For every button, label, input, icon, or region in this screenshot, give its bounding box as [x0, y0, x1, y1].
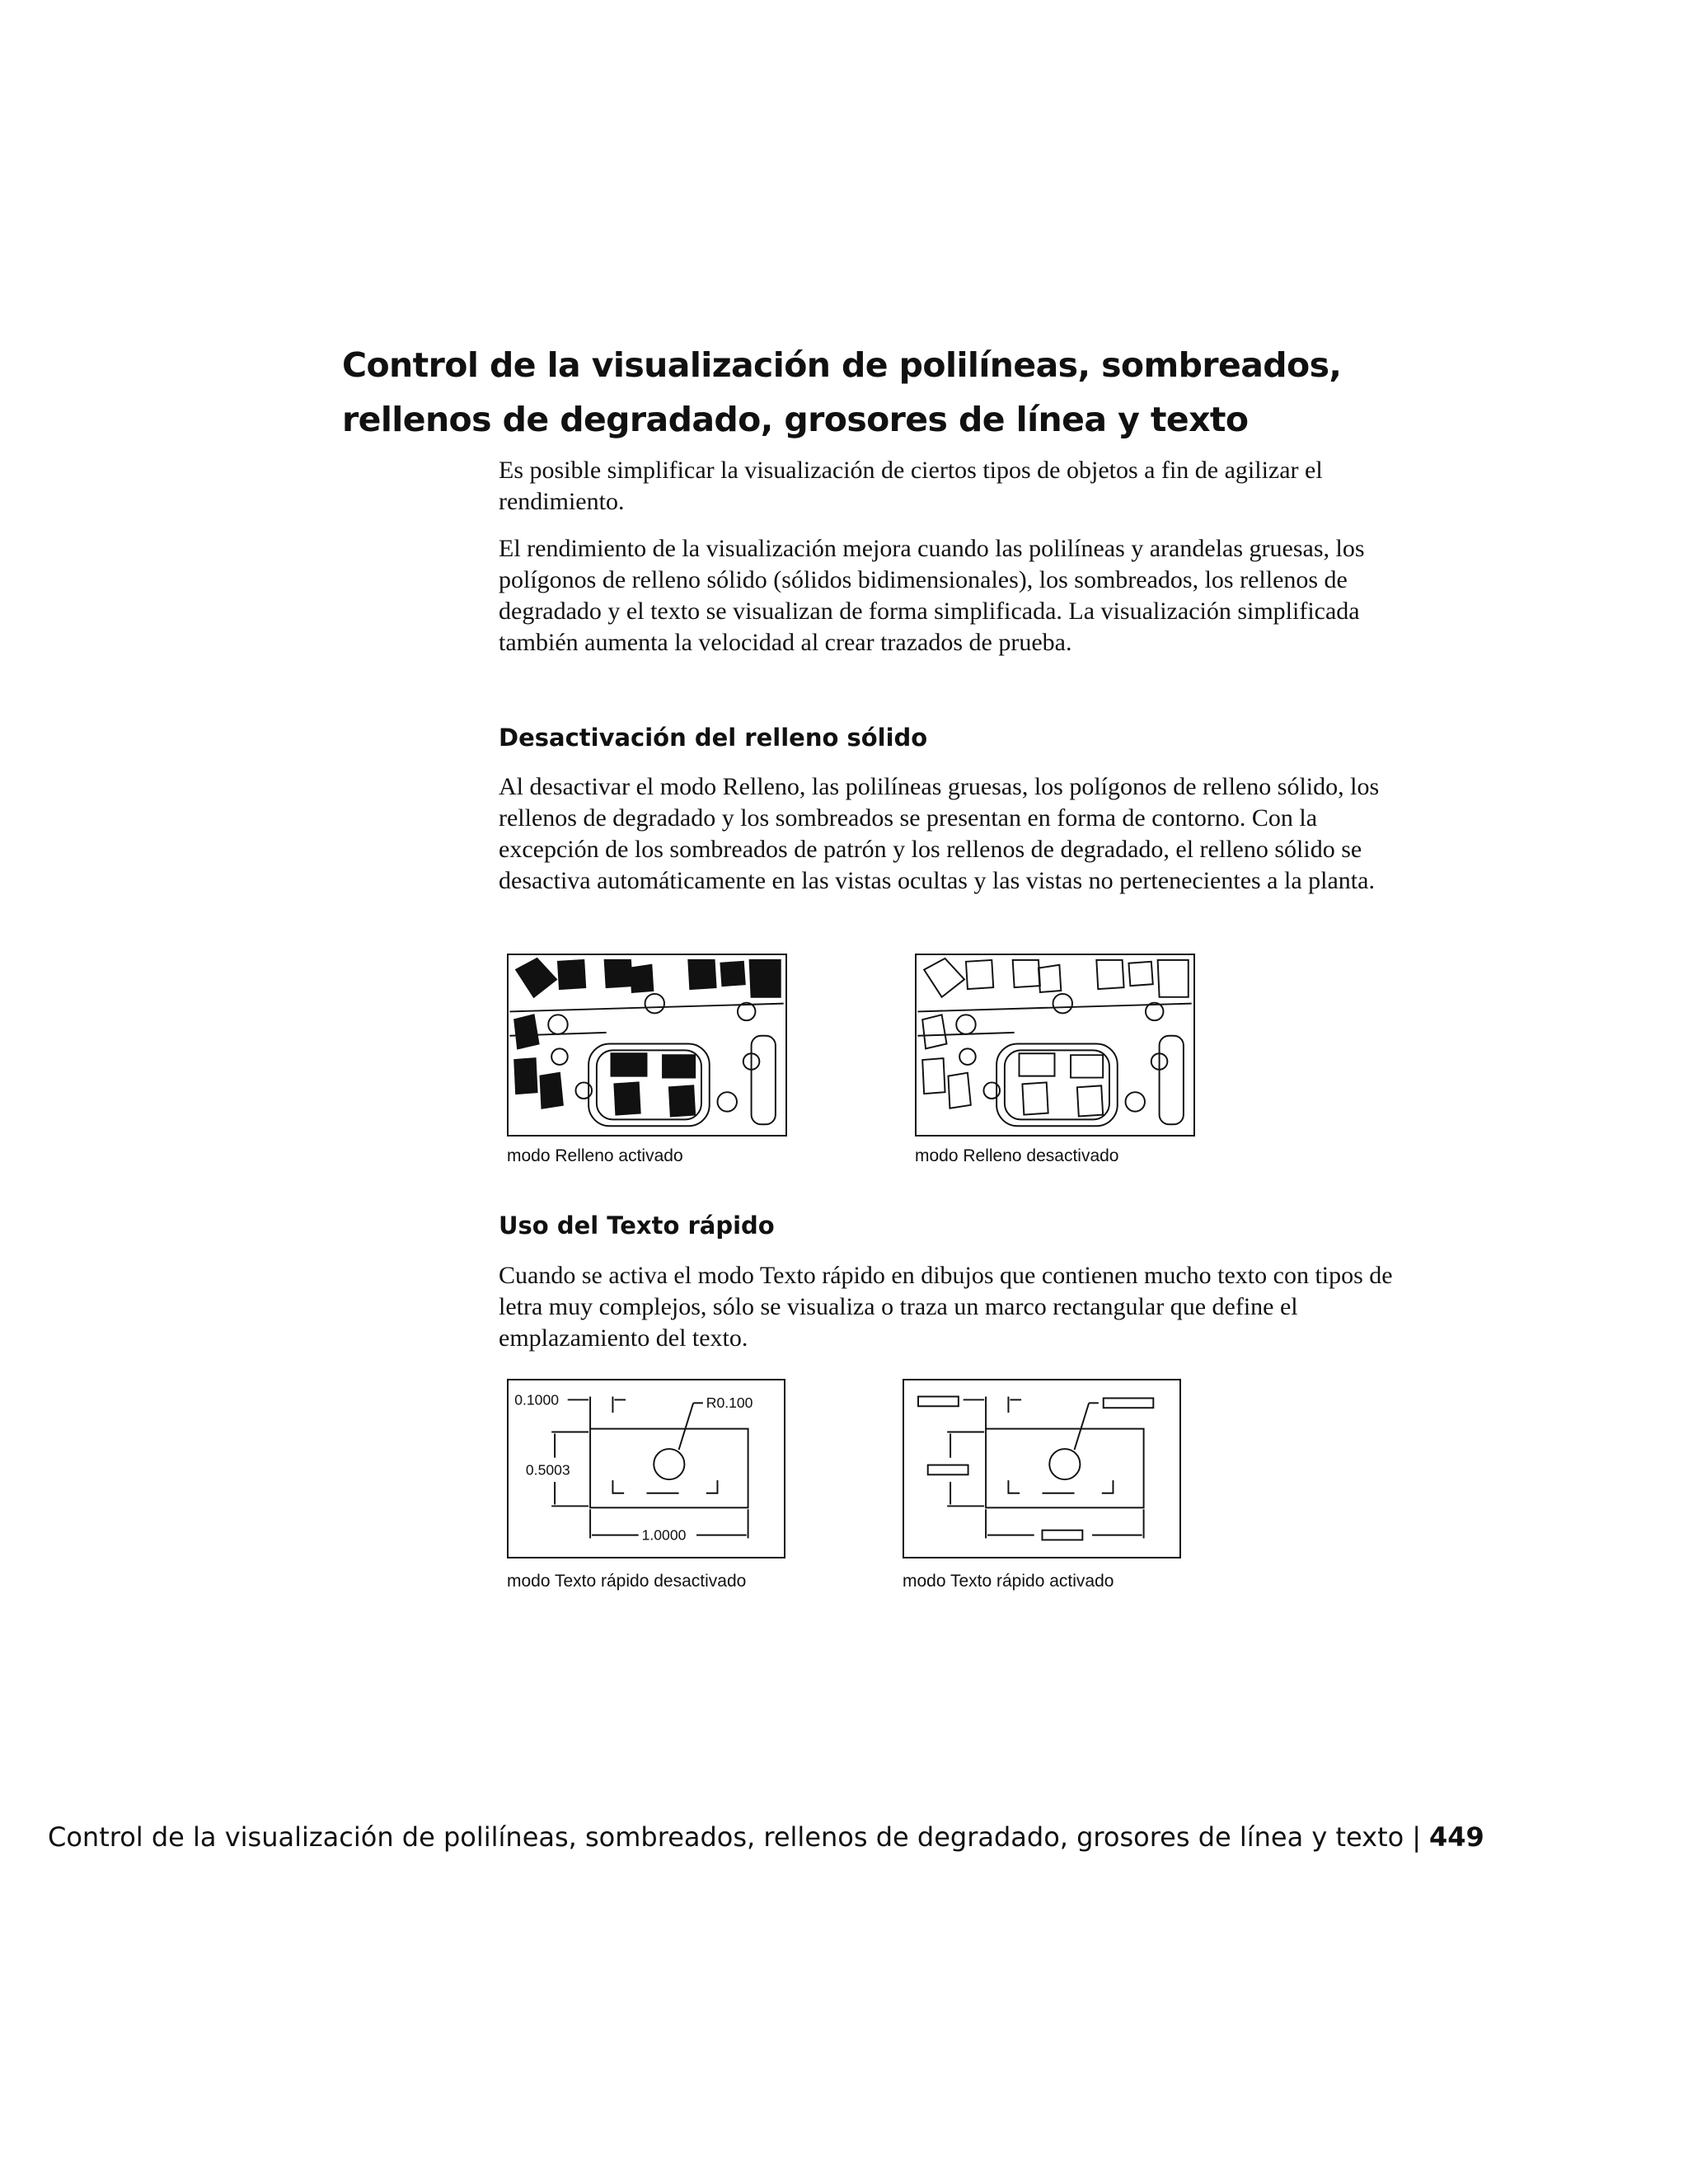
section-title: Control de la visualización de polilíneas, sombreados, rellenos de degradado, grosores de línea y texto: [342, 345, 1342, 439]
figure-quicktext-off: [507, 1379, 785, 1558]
caption-fill-off: modo Relleno desactivado: [915, 1146, 1119, 1165]
figure-quicktext-on: [903, 1379, 1181, 1558]
caption-quicktext-on: modo Texto rápido activado: [903, 1572, 1114, 1591]
footer-running-title: Control de la visualización de polilíneas, sombreados, rellenos de degradado, grosores de línea y texto: [48, 1821, 1404, 1853]
fill-paragraph: Al desactivar el modo Relleno, las polilíneas gruesas, los polígonos de relleno sólido, los rellenos de degradado y los sombreados se presentan en forma de contorno. Con la excepción de los sombreados de patrón y los rellenos de degradado, el relleno sólido se desactiva automáticamente en las vistas ocultas y las vistas no pertenecientes a la planta.: [499, 773, 1380, 894]
dim-radius-label: R0.100: [706, 1394, 753, 1412]
fill-off-drawing: [917, 955, 1193, 1134]
quicktext-on-drawing: [904, 1380, 1179, 1556]
dim-height-label: 0.5003: [525, 1461, 570, 1479]
figure-fill-on: [507, 954, 787, 1137]
intro-paragraph-1: Es posible simplificar la visualización de ciertos tipos de objetos a fin de agilizar el rendimiento.: [499, 457, 1323, 515]
caption-quicktext-off: modo Texto rápido desactivado: [507, 1572, 747, 1591]
quicktext-heading: Uso del Texto rápido: [499, 1212, 775, 1240]
caption-fill-on: modo Relleno activado: [507, 1146, 683, 1165]
quicktext-paragraph: Cuando se activa el modo Texto rápido en dibujos que contienen mucho texto con tipos de letra muy complejos, sólo se visualiza o traza un marco rectangular que define el emplazamiento del texto.: [499, 1262, 1393, 1352]
footer-separator: |: [1412, 1821, 1422, 1853]
intro-paragraph-2: El rendimiento de la visualización mejora cuando las polilíneas y arandelas gruesas, los polígonos de relleno sólido (sólidos bidimensionales), los sombreados, los rellenos de degradado y el texto se visualizan de forma simplificada. La visualización simplificada también aumenta la velocidad al crear trazados de prueba.: [499, 535, 1365, 656]
figure-fill-off: [915, 954, 1195, 1137]
fill-heading: Desactivación del relleno sólido: [499, 724, 928, 752]
quicktext-off-drawing: [509, 1380, 783, 1556]
page-footer: [48, 1821, 1484, 1853]
fill-on-drawing: [509, 955, 785, 1134]
dim-width-label: 1.0000: [641, 1526, 687, 1544]
page-number: 449: [1429, 1821, 1484, 1853]
dim-top-left-label: 0.1000: [514, 1391, 560, 1408]
